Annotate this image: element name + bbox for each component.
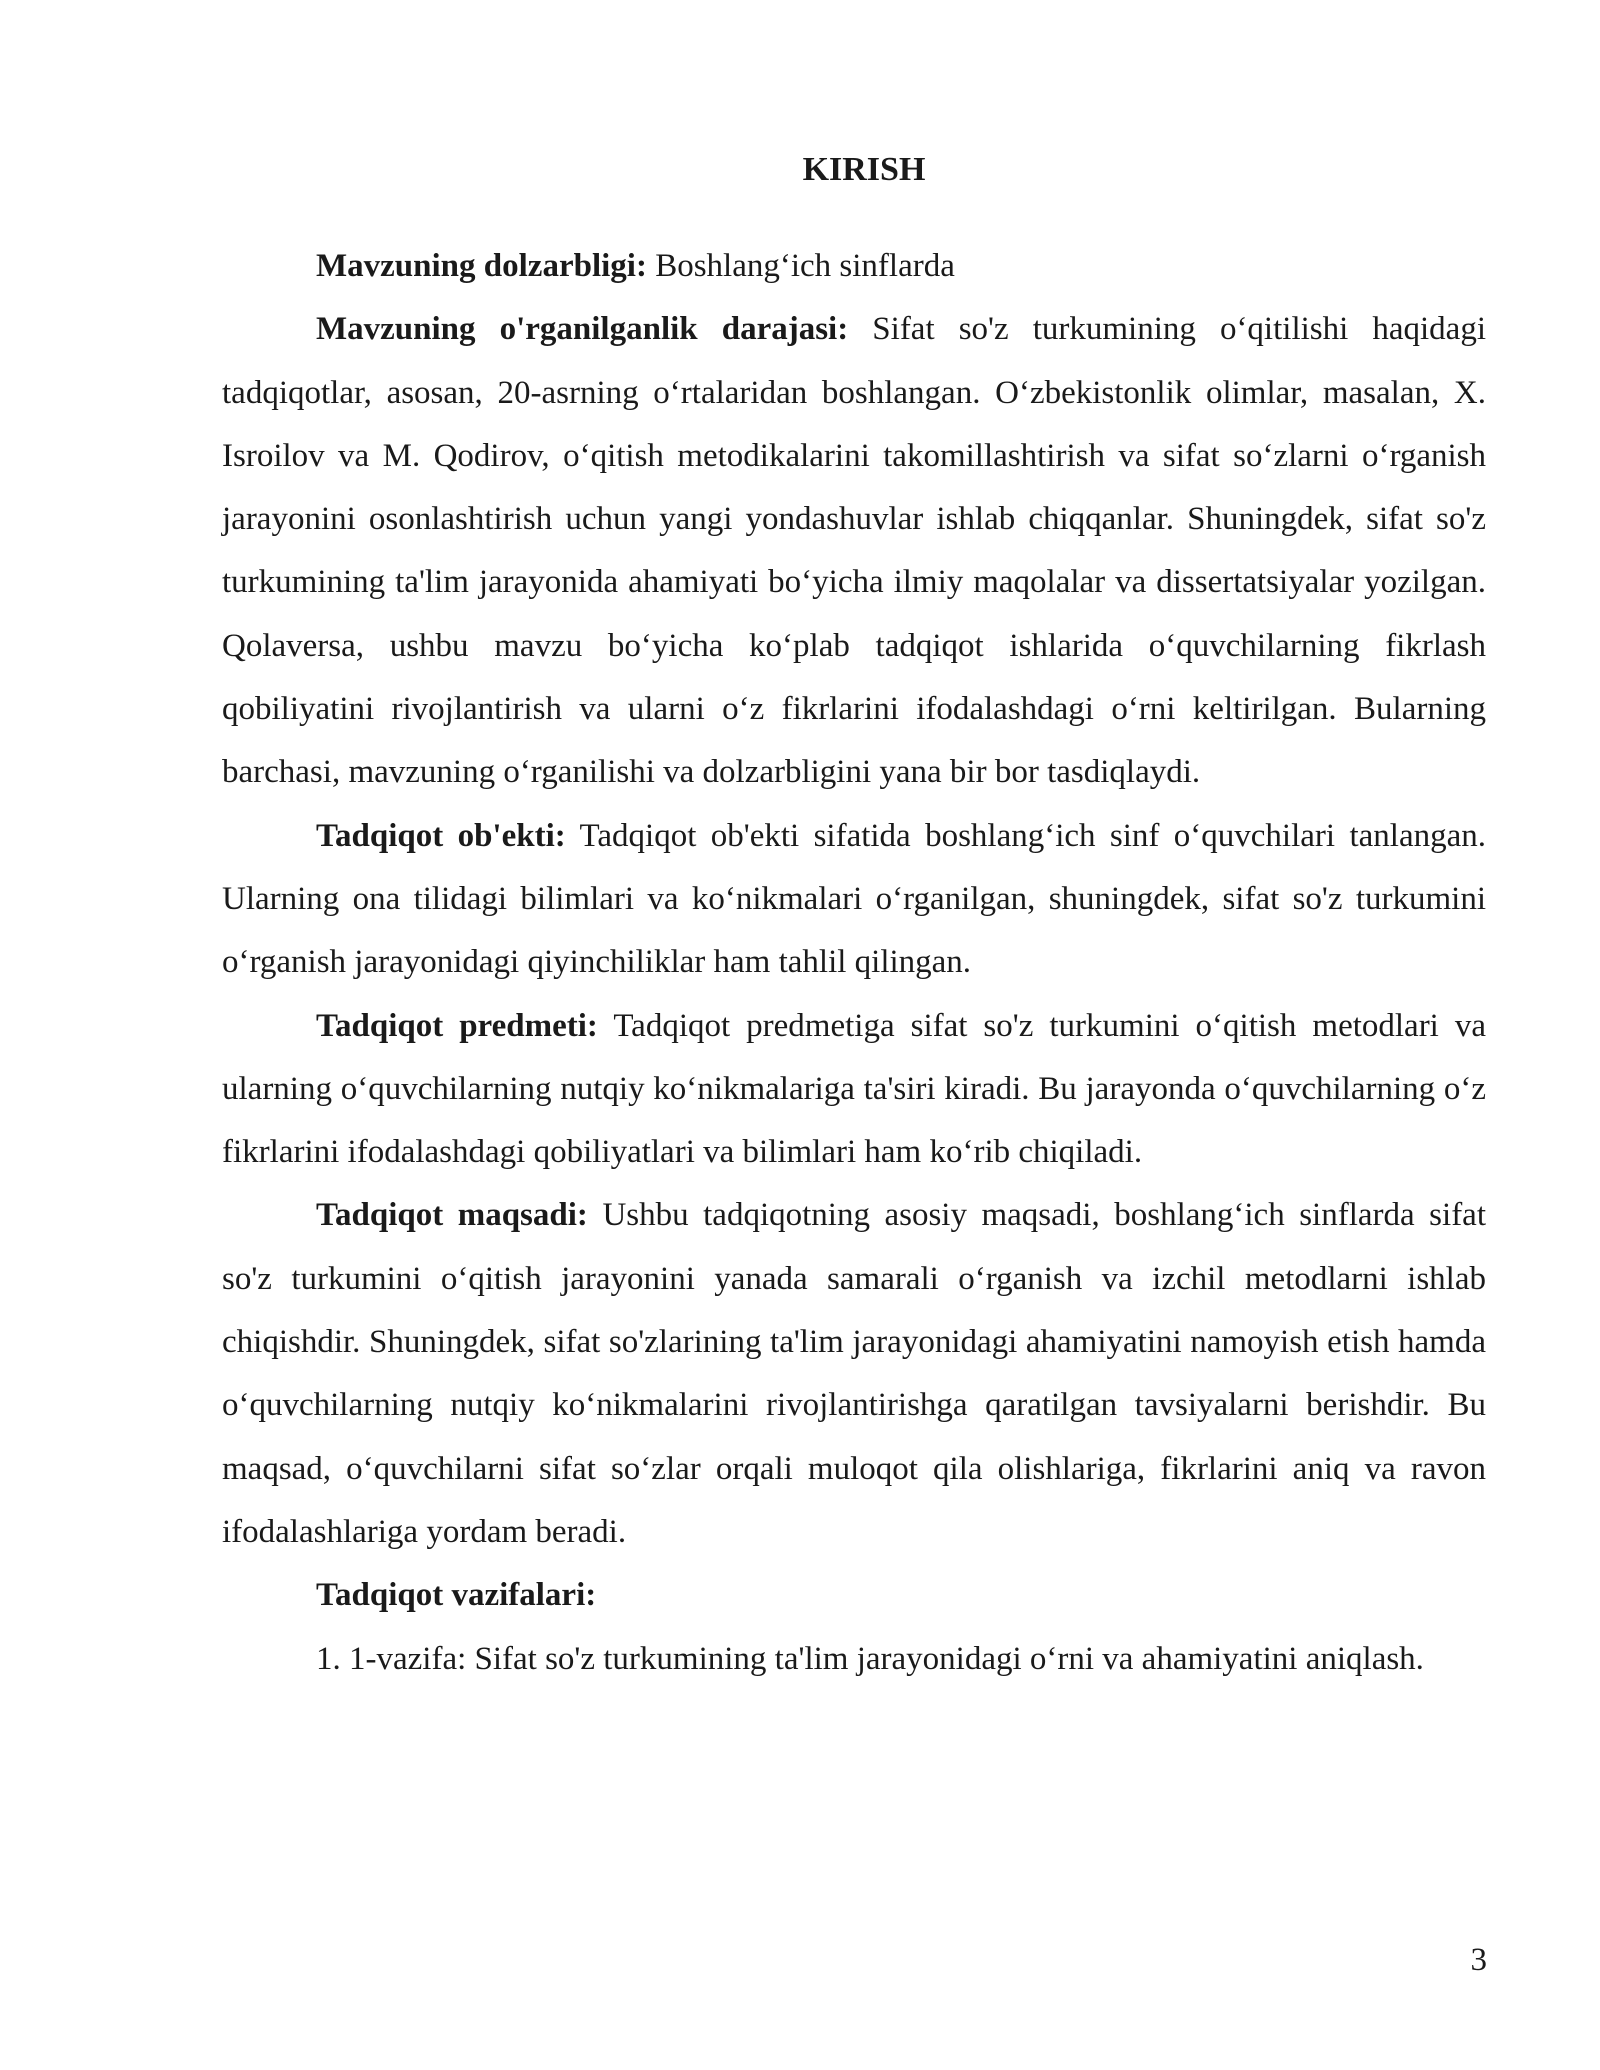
page-number: 3	[1470, 1942, 1487, 1978]
object-label: Tadqiqot ob'ekti:	[316, 817, 566, 854]
document-page	[222, 140, 1486, 1691]
goal-label: Tadqiqot maqsadi:	[316, 1197, 588, 1234]
paragraph-goal	[222, 1184, 1486, 1564]
paragraph-degree	[222, 298, 1486, 804]
page-title: KIRISH	[802, 151, 926, 188]
object-text: Tadqiqot ob'ekti sifatida boshlang‘ich sinf o‘quvchilari tanlangan. Ularning ona tilidagi bilimlari va ko‘nikmalari o‘rganilgan, shuningdek, sifat so'z turkumini o‘rganish jarayonidagi qiyinchiliklar ham tahlil qilingan.	[222, 817, 1486, 981]
degree-text: Sifat so'z turkumining o‘qitilishi haqidagi tadqiqotlar, asosan, 20-asrning o‘rtalaridan boshlangan. O‘zbekistonlik olimlar, masalan, X. Isroilov va M. Qodirov, o‘qitish metodikalarini takomillashtirish va sifat so‘zlarni o‘rganish jarayonini osonlashtirish uchun yangi yondashuvlar ishlab chiqqanlar. Shuningdek, sifat so'z turkumining ta'lim jarayonida ahamiyati bo‘yicha ilmiy maqolalar va dissertatsiyalar yozilgan. Qolaversa, ushbu mavzu bo‘yicha ko‘plab tadqiqot ishlarida o‘quvchilarning fikrlash qobiliyatini rivojlantirish va ularni o‘z fikrlarini ifodalashdagi o‘rni keltirilgan. Bularning barchasi, mavzuning o‘rganilishi va dolzarbligini yana bir bor tasdiqlaydi.	[222, 311, 1486, 791]
paragraph-object	[222, 805, 1486, 995]
paragraph-tasks-heading	[222, 1564, 1486, 1627]
paragraph-subject	[222, 995, 1486, 1185]
degree-label: Mavzuning o'rganilganlik darajasi:	[316, 311, 849, 348]
relevance-text: Boshlang‘ich sinflarda	[646, 248, 955, 284]
paragraph-relevance	[222, 235, 1486, 298]
task-item: 1. 1-vazifa: Sifat so'z turkumining ta'lim jarayonidagi o‘rni va ahamiyatini aniqlash.	[316, 1640, 1424, 1677]
goal-text: Ushbu tadqiqotning asosiy maqsadi, boshlang‘ich sinflarda sifat so'z turkumini o‘qitish jarayonini yanada samarali o‘rganish va izchil metodlarni ishlab chiqishdir. Shuningdek, sifat so'zlarining ta'lim jarayonidagi ahamiyatini namoyish etish hamda o‘quvchilarning nutqiy ko‘nikmalarini rivojlantirishga qaratilgan tavsiyalarni berishdir. Bu maqsad, o‘quvchilarni sifat so‘zlar orqali muloqot qila olishlariga, fikrlarini aniq va ravon ifodalashlariga yordam beradi.	[222, 1197, 1486, 1550]
relevance-label: Mavzuning dolzarbligi:	[316, 248, 647, 284]
tasks-label: Tadqiqot vazifalari:	[316, 1577, 597, 1614]
subject-text: Tadqiqot predmetiga sifat so'z turkumini o‘qitish metodlari va ularning o‘quvchilarning nutqiy ko‘nikmalariga ta'siri kiradi. Bu jarayonda o‘quvchilarning o‘z fikrlarini ifodalashdagi qobiliyatlari va bilimlari ham ko‘rib chiqiladi.	[222, 1007, 1487, 1171]
subject-label: Tadqiqot predmeti:	[316, 1007, 598, 1044]
